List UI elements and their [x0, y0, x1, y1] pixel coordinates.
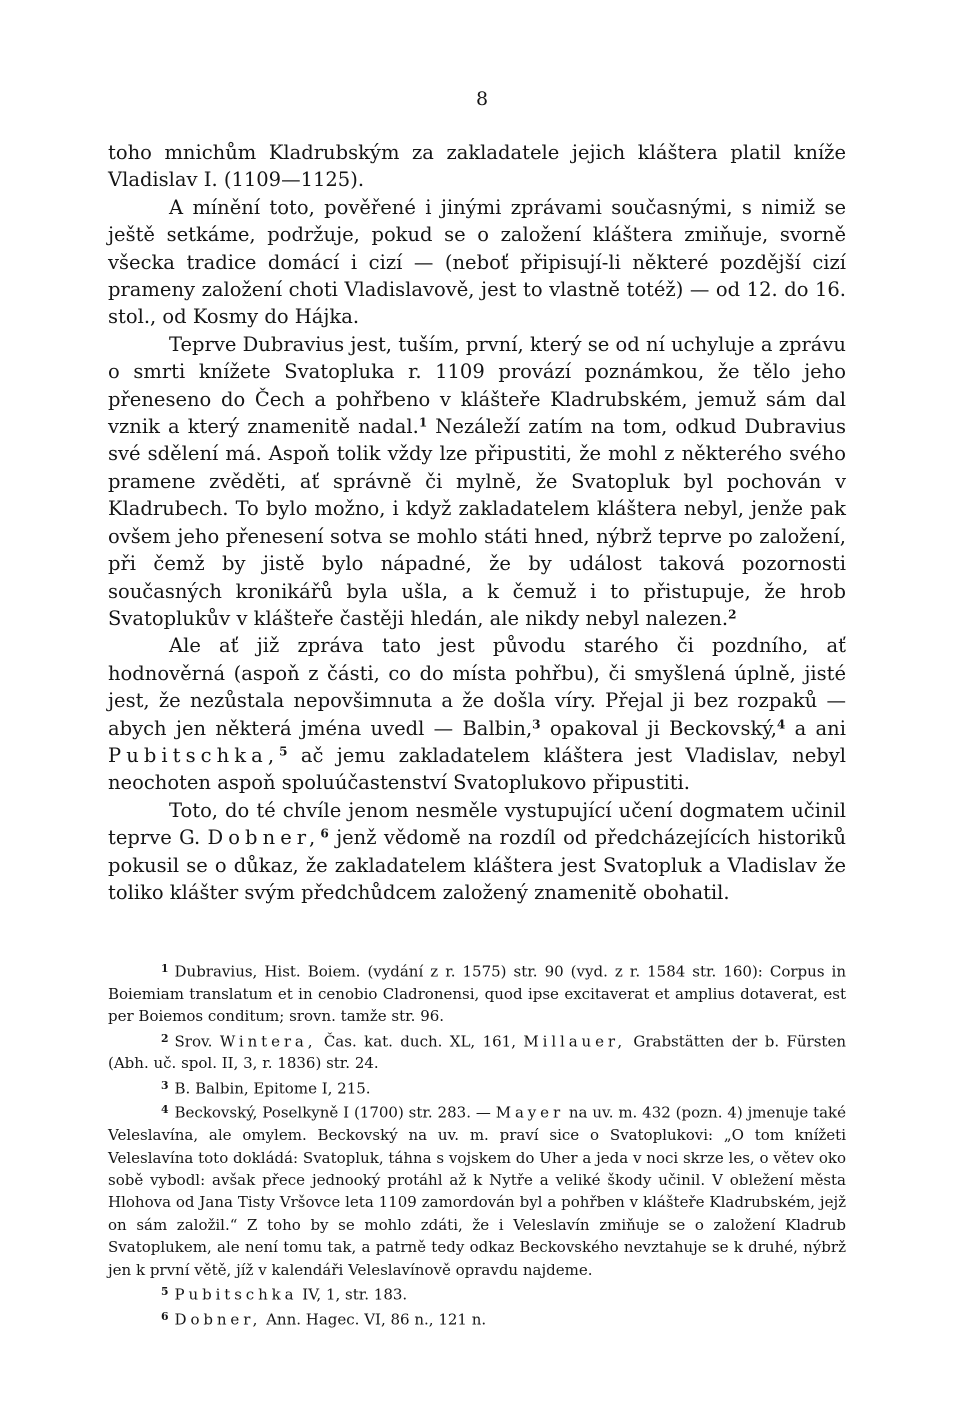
footnote-2-text-b: Čas. kat. duch. XL, 161,: [316, 1031, 524, 1050]
footnote-1-number: 1: [161, 962, 169, 975]
paragraph-5: [108, 797, 846, 907]
footnote-6-text: Ann. Hagec. VI, 86 n., 121 n.: [261, 1309, 487, 1328]
footnote-ref-3: 3: [532, 716, 541, 731]
paragraph-2: [108, 194, 846, 331]
footnote-2-text-c: Grabstätten der b. Fürsten (Abh. uč. spol. II, 3, r. 1836) str. 24.: [108, 1031, 846, 1073]
paragraph-4-text-b: opakoval ji Beckovský,: [540, 716, 777, 740]
page-number: 8: [475, 88, 489, 110]
footnote-4-text-b: na uv. m. 432 (pozn. 4) jmenuje také Veleslavína, ale omylem. Beckovský na uv. m. praví sice o Svatoplukovi: „O tom knížeti Veleslavína toto dokládá: Svatopluk, táhna s vojskem do Uher a jeda v noci skrze les, o větev oko sobě vybodl: avšak přece jednooký protáhl až k Nytře a veliké škody učinil. V obležení města Hlohova od Jana Tisty Vršovce leta 1109 zamordován byl a pohřben v klášteře Kladrubském, jejž on sám založil.“ Z toho by se mohlo zdáti, že i Veleslavín zmiňuje se o založení Kladrub Svatoplukem, ale není tomu tak, a patrně tedy odkaz Beckovského nevztahuje se k druhé, nýbrž jen k první větě, jíž v kalendáři Veleslavínově opravdu najdeme.: [108, 1103, 847, 1279]
footnote-ref-2: 2: [728, 607, 737, 622]
footnote-4: [108, 1099, 846, 1281]
footnote-2: [108, 1028, 846, 1075]
footnote-1: [108, 958, 846, 1028]
footnote-5-number: 5: [161, 1284, 169, 1298]
footnote-3: [108, 1075, 846, 1100]
footnote-ref-1: 1: [418, 415, 428, 430]
footnote-1-text: Dubravius, Hist. Boiem. (vydání z r. 1575) str. 90 (vyd. z r. 1584 str. 160): Corpus in Boiemiam translatum et in cenobio Cladronensi, quod ipse excitaverat et amplius dotaverat, est per Boiemos conditum; srovn. tamže str. 96.: [108, 962, 846, 1026]
paragraph-1-text: toho mnichům Kladrubským za zakladatele jejich kláštera platil kníže Vladislav I. (1109—1125).: [108, 141, 846, 192]
footnote-2-number: 2: [161, 1031, 169, 1045]
footnote-2-name-wintera: Wintera,: [219, 1031, 317, 1050]
footnote-3-number: 3: [161, 1078, 169, 1092]
paragraph-4-text-d: ač jemu zakladatelem kláštera jest Vladislav, nebyl neochoten aspoň spoluúčastenství Svatoplukovo připustiti.: [108, 743, 846, 795]
footnote-ref-5: 5: [279, 744, 288, 759]
paragraph-4-text-a: Ale ať již zpráva tato jest původu starého či pozdního, ať hodnověrná (aspoň z části, co do místa pohřbu), či smyšlená úplně, jisté jest, že nezůstala nepovšimnuta a že došla víry. Přejal ji bez rozpaků — abych jen některá jména uvedl — Balbin,: [108, 634, 846, 740]
main-text: [108, 139, 846, 906]
footnote-2-name-millauer: Millauer,: [523, 1031, 626, 1050]
footnote-6: [108, 1306, 846, 1331]
footnote-5-name-pubitschka: Pubitschka: [174, 1285, 298, 1304]
footnote-3-text: B. Balbin, Epitome I, 215.: [174, 1078, 371, 1097]
paragraph-3-text-b: Nezáleží zatím na tom, odkud Dubravius své sdělení má. Aspoň tolik vždy lze připustiti, že mohl z některého svého pramene zvěděti, ať správně či mylně, že Svatopluk byl pochován v Kladrubech. To bylo možno, i když zakladatelem kláštera nebyl, jenže pak ovšem jeho přenesení sotva se mohlo státi hned, nýbrž teprve po založení, při čemž by jistě bylo nápadné, že by událost taková pozornosti současných kronikářů byla ušla, a k čemuž i to přistupuje, že hrob Svatoplukův v klášteře častěji hledán, ale nikdy nebyl nalezen.: [108, 415, 846, 630]
paragraph-3: [108, 331, 846, 632]
footnote-2-text-a: Srov.: [174, 1031, 220, 1050]
paragraph-2-text: A mínění toto, pověřené i jinými zprávami současnými, s nimiž se ještě setkáme, podržuje, pokud se o založení kláštera zmiňuje, svorně všecka tradice domácí i cizí — (neboť připisují-li některé pozdější cizí prameny založení choti Vladislavově, jest to vlastně totéž) — od 12. do 16. stol., od Kosmy do Hájka.: [108, 195, 846, 329]
footnote-4-number: 4: [161, 1103, 169, 1117]
paragraph-5-text-b: jenž vědomě na rozdíl od předcházejících historiků pokusil se o důkaz, že zakladatelem kláštera jest Svatopluk a Vladislav že toliko klášter svým předchůdcem založený znamenitě obohatil.: [108, 826, 847, 904]
footnote-5: [108, 1281, 846, 1306]
footnote-5-text: IV, 1, str. 183.: [297, 1285, 408, 1304]
paragraph-5-text-a: Toto, do té chvíle jenom nesměle vystupující učení dogmatem učinil teprve G.: [108, 798, 846, 850]
author-name-dobner: Dobner,: [207, 826, 321, 850]
footnote-4-text-a: Beckovský, Poselkyně I (1700) str. 283. —: [174, 1103, 496, 1122]
author-name-pubitschka: Pubitschka,: [108, 743, 280, 767]
paragraph-1: [108, 139, 846, 194]
paragraph-4: [108, 632, 846, 796]
footnotes: [108, 958, 846, 1330]
footnote-4-name-mayer: Mayer: [495, 1103, 565, 1122]
paragraph-4-text-c: a ani: [785, 716, 846, 740]
footnote-ref-4: 4: [776, 716, 786, 731]
footnote-ref-6: 6: [320, 826, 329, 841]
footnote-6-name-dobner: Dobner,: [174, 1309, 262, 1328]
paragraph-3-text-a: Teprve Dubravius jest, tuším, první, který se od ní uchyluje a zprávu o smrti knížete Svatopluka r. 1109 provází poznámkou, že tělo jeho přeneseno do Čech a pohřbeno v klášteře Kladrubském, jemuž sám dal vznik a který znamenitě nadal.: [108, 332, 846, 439]
footnote-6-number: 6: [161, 1309, 169, 1323]
